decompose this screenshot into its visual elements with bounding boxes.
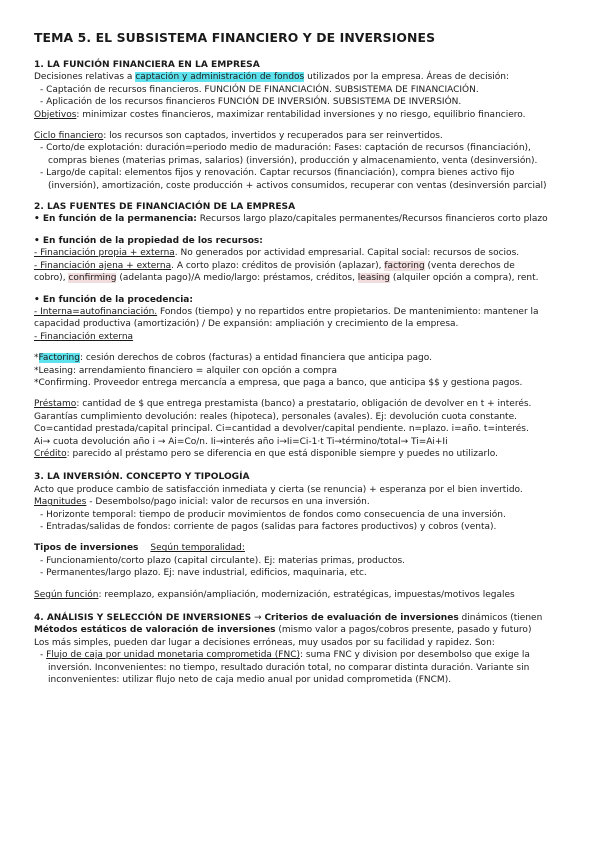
s2-propiedad-3 xyxy=(34,272,584,284)
s1-bullet-financiacion: - Captación de recursos financieros. FUNCIÓN DE FINANCIACIÓN. SUBSISTEMA DE FINANCIACIÓN. xyxy=(40,84,479,95)
section-2 xyxy=(34,201,584,460)
document-title: TEMA 5. EL SUBSISTEMA FINANCIERO Y DE INVERSIONES xyxy=(34,30,436,45)
s2-propiedad-1 xyxy=(34,247,584,259)
s3-tipos xyxy=(34,542,584,554)
s2-propiedad-2 xyxy=(34,260,584,272)
tipos-label: Tipos de inversiones xyxy=(34,543,139,554)
highlight-captacion: captación y administración de fondos xyxy=(135,72,305,83)
s1-objetivos xyxy=(34,109,584,121)
objetivos-text: : minimizar costes financieros, maximizar rentabilidad inversiones y no riesgo, equilibrio financiero. xyxy=(76,109,526,120)
section-1-heading: 1. LA FUNCIÓN FINANCIERA EN LA EMPRESA xyxy=(34,60,260,70)
s2-procedencia-1 xyxy=(34,306,584,318)
fnc-text: : suma FNC y division por desembolso que exige la xyxy=(300,650,530,661)
highlight-confirming: confirming xyxy=(68,273,117,284)
s3-funcion xyxy=(34,589,584,601)
s2-permanencia xyxy=(34,213,584,225)
s1-ciclo-largo-1: - Largo/de capital: elementos fijos y renovación. Captar recursos (financiación), compra bienes activo fijo xyxy=(40,168,515,179)
section-3-heading: 3. LA INVERSIÓN. CONCEPTO Y TIPOLOGÍA xyxy=(34,472,250,483)
s2-factoring-def xyxy=(34,352,584,364)
funcion-label: Según función xyxy=(34,589,99,600)
arrow-glyph: → xyxy=(251,613,265,624)
s2-procedencia-1b: capacidad productiva (amortización) / De expansión: ampliación y crecimiento de la empresa. xyxy=(34,319,459,330)
highlight-factoring: factoring xyxy=(384,260,425,271)
s4-fnc-1 xyxy=(34,649,584,661)
s1-intro-a: Decisiones relativas a xyxy=(34,72,136,83)
metodos-label: Métodos estáticos de valoración de inversiones xyxy=(34,625,276,636)
criterios-label: Criterios de evaluación de inversiones xyxy=(264,613,459,624)
financiacion-propia-text: . No generados por actividad empresarial. Capital social: recursos de socios. xyxy=(174,248,520,259)
factoring-def-text: : cesión derechos de cobros (facturas) a entidad financiera que anticipa pago. xyxy=(79,353,432,364)
funcion-text: : reemplazo, expansión/ampliación, modernización, estratégicas, impuestas/motivos legales xyxy=(98,589,515,600)
ciclo-label: Ciclo financiero xyxy=(34,131,104,142)
s1-ciclo-corto-2: compras bienes (materias primas, salarios) (inversión), producción y almacenamiento, venta (desinversión). xyxy=(48,155,538,166)
s2-procedencia-label: • En función de la procedencia: xyxy=(34,294,193,305)
temporalidad-label: Según temporalidad: xyxy=(150,543,245,554)
s2-propiedad-label: • En función de la propiedad de los recursos: xyxy=(34,235,263,246)
s2-financiacion-externa: - Financiación externa xyxy=(34,331,134,342)
s3-entradas-salidas: - Entradas/salidas de fondos: corriente de pagos (salidas para factores productivos) y cobros (venta). xyxy=(40,522,497,532)
s4-fnc-3: inconvenientes: utilizar flujo neto de caja medio anual por unidad comprometida (FNCM). xyxy=(48,675,452,686)
s4-metodos xyxy=(34,624,584,636)
s2-formula-2: Ai→ cuota devolución año i → Ai=Co/n. Ii→interés año i→Ii=Ci-1·t Ti→término/total→ Ti=Ai+Ii xyxy=(34,436,448,447)
financiacion-ajena-text-a: . A corto plazo: créditos de provisión (aplazar), xyxy=(171,260,385,271)
s4-heading-line xyxy=(34,612,584,624)
metodos-text: (mismo valor a pagos/cobros presente, pasado y futuro) xyxy=(275,625,532,636)
section-3 xyxy=(34,471,584,601)
prestamo-text: : cantidad de $ que entrega prestamista (banco) a prestatario, obligación de devolver en t + interés. xyxy=(76,399,532,410)
s2-confirming-def: *Confirming. Proveedor entrega mercancía a empresa, que paga a banco, que anticipa $$ y gestiona pagos. xyxy=(34,377,523,388)
prestamo-label: Préstamo xyxy=(34,399,77,410)
s1-bullet-inversion: - Aplicación de los recursos financieros FUNCIÓN DE INVERSIÓN. SUBSISTEMA DE INVERSIÓN. xyxy=(40,97,462,108)
s3-definicion: Acto que produce cambio de satisfacción inmediata y cierta (se renuncia) + esperanza por el bien invertido. xyxy=(34,484,523,495)
s2-formula-1: Co=cantidad prestada/capital principal. Ci=cantidad a devolver/capital pendiente. n=plazo. i=año. t=interés. xyxy=(34,424,529,435)
s1-ciclo-corto-1: - Corto/de explotación: duración=periodo medio de maduración: Fases: captación de recursos (financiación), xyxy=(40,143,531,154)
highlight-factoring-def: Factoring xyxy=(38,353,80,364)
s2-credito xyxy=(34,448,584,460)
interna-label: - Interna=autofinanciación. xyxy=(34,306,158,317)
section-4-heading: 4. ANÁLISIS Y SELECCIÓN DE INVERSIONES xyxy=(34,613,252,624)
section-2-heading: 2. LAS FUENTES DE FINANCIACIÓN DE LA EMPRESA xyxy=(34,202,296,213)
section-1 xyxy=(34,59,584,192)
criterios-text: dinámicos (tienen xyxy=(458,613,543,624)
propiedad-3-c: (alquiler opción a compra), rent. xyxy=(389,273,539,284)
propiedad-3-a: cobro), xyxy=(34,273,69,284)
financiacion-ajena-label: - Financiación ajena + externa xyxy=(34,260,172,271)
s3-magnitudes xyxy=(34,496,584,508)
permanencia-label: • En función de la permanencia: xyxy=(34,214,197,225)
s1-intro-b: utilizados por la empresa. Áreas de decisión: xyxy=(304,72,509,83)
s3-horizonte: - Horizonte temporal: tiempo de producir movimientos de fondos como consecuencia de una inversión. xyxy=(40,509,506,520)
ciclo-text: : los recursos son captados, invertidos y recuperados para ser reinvertidos. xyxy=(103,131,443,142)
magnitudes-text: - Desembolso/pago inicial: valor de recursos en una inversión. xyxy=(86,497,370,508)
s1-ciclo-largo-2: (inversión), amortización, coste producción + activos consumidos, recuperar con ventas (desinversión parcial) xyxy=(48,180,547,191)
objetivos-label: Objetivos xyxy=(34,109,77,120)
permanencia-text: Recursos largo plazo/capitales permanentes/Recursos financieros corto plazo xyxy=(196,214,548,225)
s3-permanentes: - Permanentes/largo plazo. Ej: nave industrial, edificios, maquinaria, etc. xyxy=(40,568,367,579)
s4-simples: Los más simples, pueden dar lugar a decisiones erróneas, muy usados por su facilidad y rapidez. Son: xyxy=(34,637,495,648)
s1-intro-line xyxy=(34,71,584,83)
s2-leasing-def: *Leasing: arrendamiento financiero = alquiler con opción a compra xyxy=(34,365,338,376)
fnc-dash: - xyxy=(40,650,47,661)
s1-ciclo xyxy=(34,130,584,142)
section-4 xyxy=(34,612,584,686)
factoring-asterisk: * xyxy=(34,353,39,364)
interna-text: Fondos (tiempo) y no repartidos entre propietarios. De mantenimiento: mantener la xyxy=(157,306,539,317)
credito-text: : parecido al préstamo pero se diferencia en que está disponible siempre y puedes no utilizarlo. xyxy=(66,448,498,459)
s3-funcionamiento: - Funcionamiento/corto plazo (capital circulante). Ej: materias primas, productos. xyxy=(40,555,406,566)
financiacion-ajena-text-b: (venta derechos de xyxy=(424,260,515,271)
s2-prestamo xyxy=(34,398,584,410)
highlight-leasing: leasing xyxy=(357,273,390,284)
credito-label: Crédito xyxy=(34,448,67,459)
magnitudes-label: Magnitudes xyxy=(34,497,87,508)
fnc-label: Flujo de caja por unidad monetaria comprometida (FNC) xyxy=(46,650,301,661)
financiacion-propia-label: - Financiación propia + externa xyxy=(34,248,175,259)
propiedad-3-b: (adelanta pago)/A medio/largo: préstamos, créditos, xyxy=(116,273,358,284)
s4-fnc-2: inversión. Inconvenientes: no tiempo, resultado duración total, no comparar distinta duración. Variante sin xyxy=(48,662,530,673)
s2-garantias: Garantías cumplimiento devolución: reales (hipoteca), personales (avales). Ej: devolución cuota constante. xyxy=(34,411,517,422)
